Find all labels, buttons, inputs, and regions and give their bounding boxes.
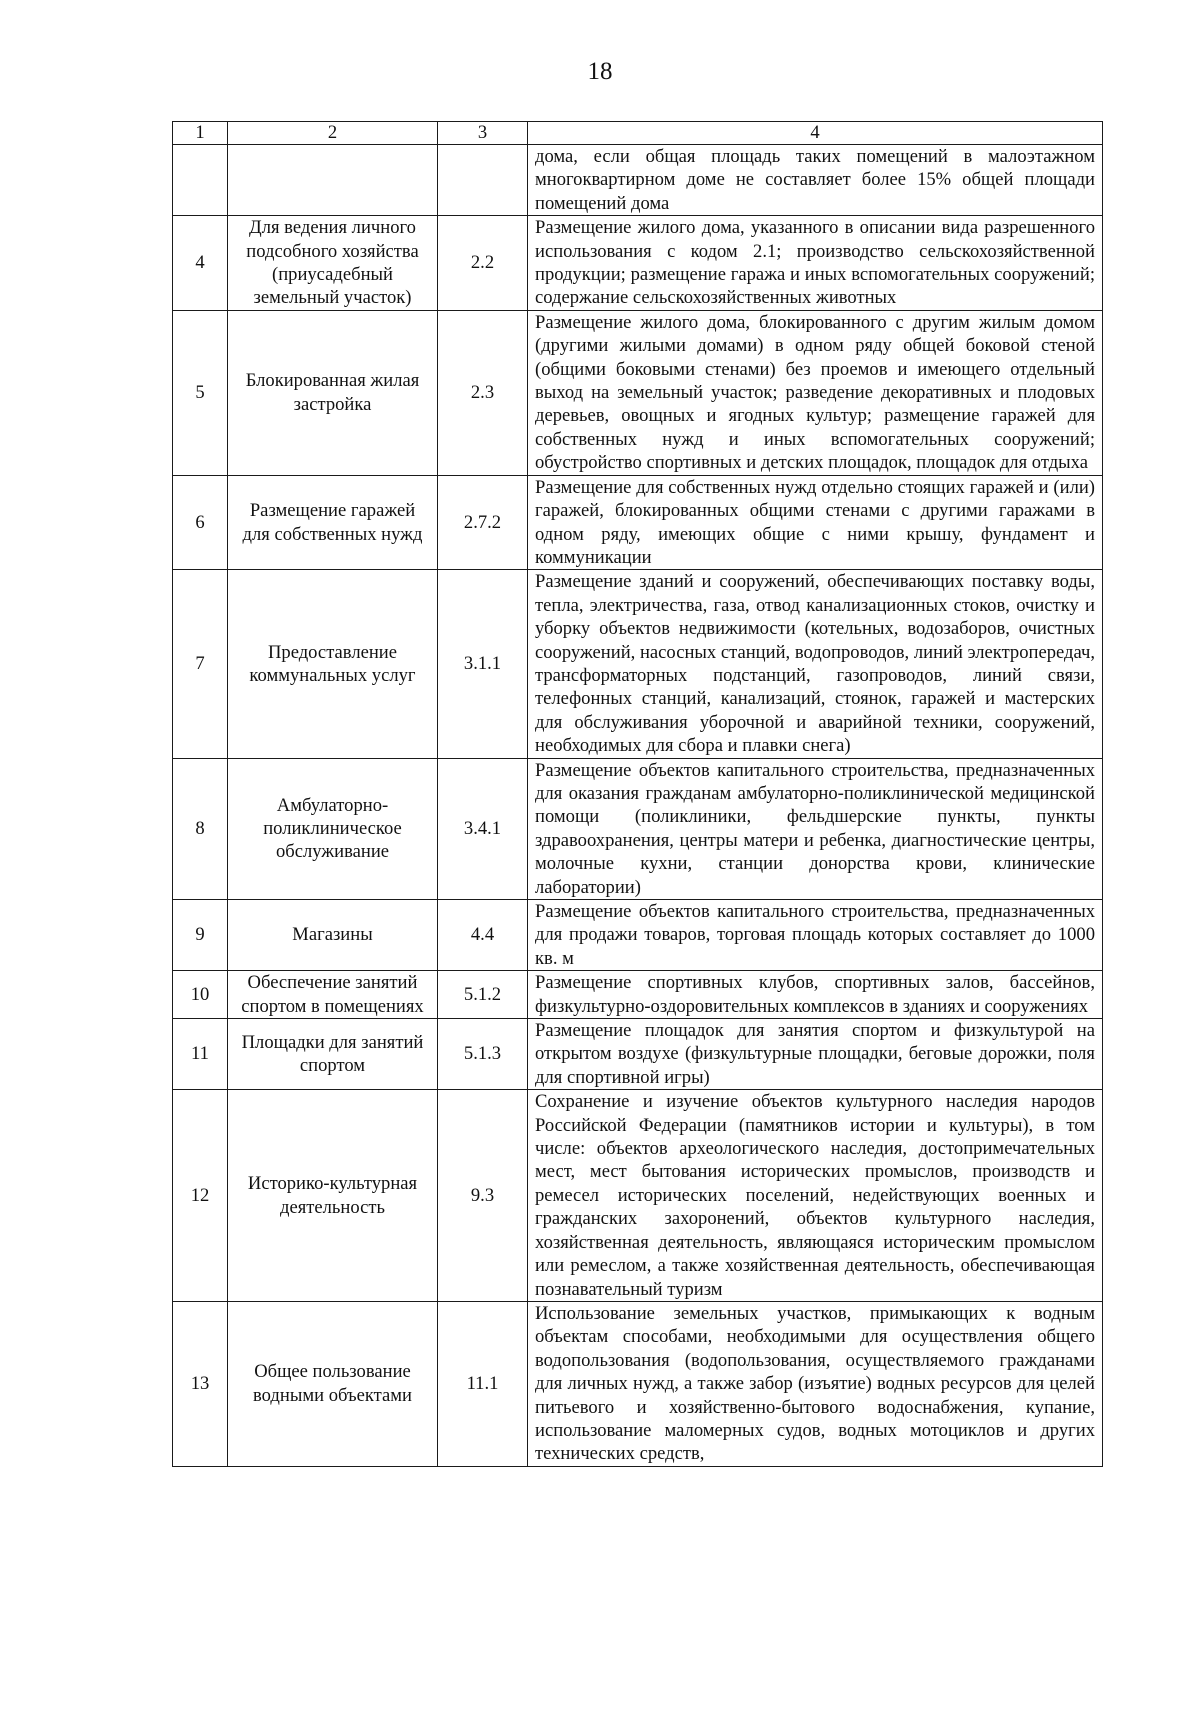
land-use-description: Размещение площадок для занятия спортом и физкультурой на открытом воздухе (физкультурные площадки, беговые дорожки, поля для спортивной игры)	[528, 1019, 1103, 1090]
land-use-code: 2.2	[438, 216, 528, 311]
row-number: 4	[173, 216, 228, 311]
land-use-name: Для ведения личного подсобного хозяйства (приусадебный земельный участок)	[228, 216, 438, 311]
land-use-description: Размещение для собственных нужд отдельно стоящих гаражей и (или) гаражей, блокированных общими стенами с другими гаражами в одном ряду, имеющих общие с ними крышу, фундамент и коммуникации	[528, 475, 1103, 570]
table-row	[173, 570, 1103, 758]
land-use-description: Использование земельных участков, примыкающих к водным объектам способами, необходимыми для осуществления общего водопользования (водопользования, осуществляемого гражданами для личных нужд, а также забор (изъятие) водных ресурсов для целей питьевого и хозяйственно-бытового водоснабжения, купание, использование маломерных судов, водных мотоциклов и других технических средств,	[528, 1301, 1103, 1466]
land-use-description: Размещение объектов капитального строительства, предназначенных для оказания гражданам амбулаторно-поликлинической медицинской помощи (поликлиники, фельдшерские пункты, пункты здравоохранения, центры матери и ребенка, диагностические центры, молочные кухни, станции донорства крови, клинические лаборатории)	[528, 758, 1103, 899]
header-col-2: 2	[228, 122, 438, 145]
header-row	[173, 122, 1103, 145]
row-number: 13	[173, 1301, 228, 1466]
land-use-name: Обеспечение занятий спортом в помещениях	[228, 971, 438, 1019]
row-number: 7	[173, 570, 228, 758]
land-use-name: Площадки для занятий спортом	[228, 1019, 438, 1090]
row-number: 9	[173, 900, 228, 971]
land-use-name: Магазины	[228, 900, 438, 971]
header-col-1: 1	[173, 122, 228, 145]
land-use-name: Размещение гаражей для собственных нужд	[228, 475, 438, 570]
land-use-description: Размещение зданий и сооружений, обеспечивающих поставку воды, тепла, электричества, газа, отвод канализационных стоков, очистку и уборку объектов недвижимости (котельных, водозаборов, очистных сооружений, насосных станций, водопроводов, линий электропередач, трансформаторных подстанций, газопроводов, линий связи, телефонных станций, канализаций, стоянок, гаражей и мастерских для обслуживания уборочной и аварийной техники, сооружений, необходимых для сбора и плавки снега)	[528, 570, 1103, 758]
land-use-description: Сохранение и изучение объектов культурного наследия народов Российской Федерации (памятников истории и культуры), в том числе: объектов археологического наследия, достопримечательных мест, мест бытования исторических промыслов, производств и ремесел исторических поселений, недействующих военных и гражданских захоронений, объектов культурного наследия, хозяйственная деятельность, являющаяся историческим промыслом или ремеслом, а также хозяйственная деятельность, обеспечивающая познавательный туризм	[528, 1090, 1103, 1302]
table-row	[173, 310, 1103, 475]
land-use-code: 9.3	[438, 1090, 528, 1302]
table-row	[173, 216, 1103, 311]
row-number: 5	[173, 310, 228, 475]
land-use-description: Размещение объектов капитального строительства, предназначенных для продажи товаров, торговая площадь которых составляет до 1000 кв. м	[528, 900, 1103, 971]
table-row	[173, 145, 1103, 216]
land-use-description: Размещение жилого дома, блокированного с другим жилым домом (другими жилыми домами) в одном ряду общей боковой стеной (общими боковыми стенами) без проемов и имеющего отдельный выход на земельный участок; разведение декоративных и плодовых деревьев, овощных и ягодных культур; размещение гаражей для собственных нужд и иных вспомогательных сооружений; обустройство спортивных и детских площадок, площадок для отдыха	[528, 310, 1103, 475]
land-use-table	[172, 121, 1103, 1467]
land-use-name: Общее пользование водными объектами	[228, 1301, 438, 1466]
header-col-3: 3	[438, 122, 528, 145]
land-use-name: Амбулаторно-поликлиническое обслуживание	[228, 758, 438, 899]
table-row	[173, 475, 1103, 570]
land-use-code: 11.1	[438, 1301, 528, 1466]
header-col-4: 4	[528, 122, 1103, 145]
table-row	[173, 1019, 1103, 1090]
land-use-name: Блокированная жилая застройка	[228, 310, 438, 475]
table-row	[173, 758, 1103, 899]
land-use-description: Размещение спортивных клубов, спортивных залов, бассейнов, физкультурно-оздоровительных комплексов в зданиях и сооружениях	[528, 971, 1103, 1019]
row-number: 8	[173, 758, 228, 899]
table-header	[173, 122, 1103, 145]
land-use-code: 5.1.2	[438, 971, 528, 1019]
land-use-code: 2.7.2	[438, 475, 528, 570]
row-number: 12	[173, 1090, 228, 1302]
land-use-name: Историко-культурная деятельность	[228, 1090, 438, 1302]
row-number: 10	[173, 971, 228, 1019]
land-use-description: дома, если общая площадь таких помещений в малоэтажном многоквартирном доме не составляет более 15% общей площади помещений дома	[528, 145, 1103, 216]
table-row	[173, 1301, 1103, 1466]
land-use-code: 4.4	[438, 900, 528, 971]
land-use-name	[228, 145, 438, 216]
land-use-code: 2.3	[438, 310, 528, 475]
table-row	[173, 1090, 1103, 1302]
land-use-code	[438, 145, 528, 216]
page-number: 18	[587, 58, 613, 85]
table-row	[173, 971, 1103, 1019]
table-body	[173, 145, 1103, 1467]
row-number: 11	[173, 1019, 228, 1090]
row-number: 6	[173, 475, 228, 570]
table-row	[173, 900, 1103, 971]
land-use-code: 3.4.1	[438, 758, 528, 899]
land-use-description: Размещение жилого дома, указанного в описании вида разрешенного использования с кодом 2.1; производство сельскохозяйственной продукции; размещение гаража и иных вспомогательных сооружений; содержание сельскохозяйственных животных	[528, 216, 1103, 311]
land-use-code: 3.1.1	[438, 570, 528, 758]
row-number	[173, 145, 228, 216]
land-use-name: Предоставление коммунальных услуг	[228, 570, 438, 758]
land-use-code: 5.1.3	[438, 1019, 528, 1090]
